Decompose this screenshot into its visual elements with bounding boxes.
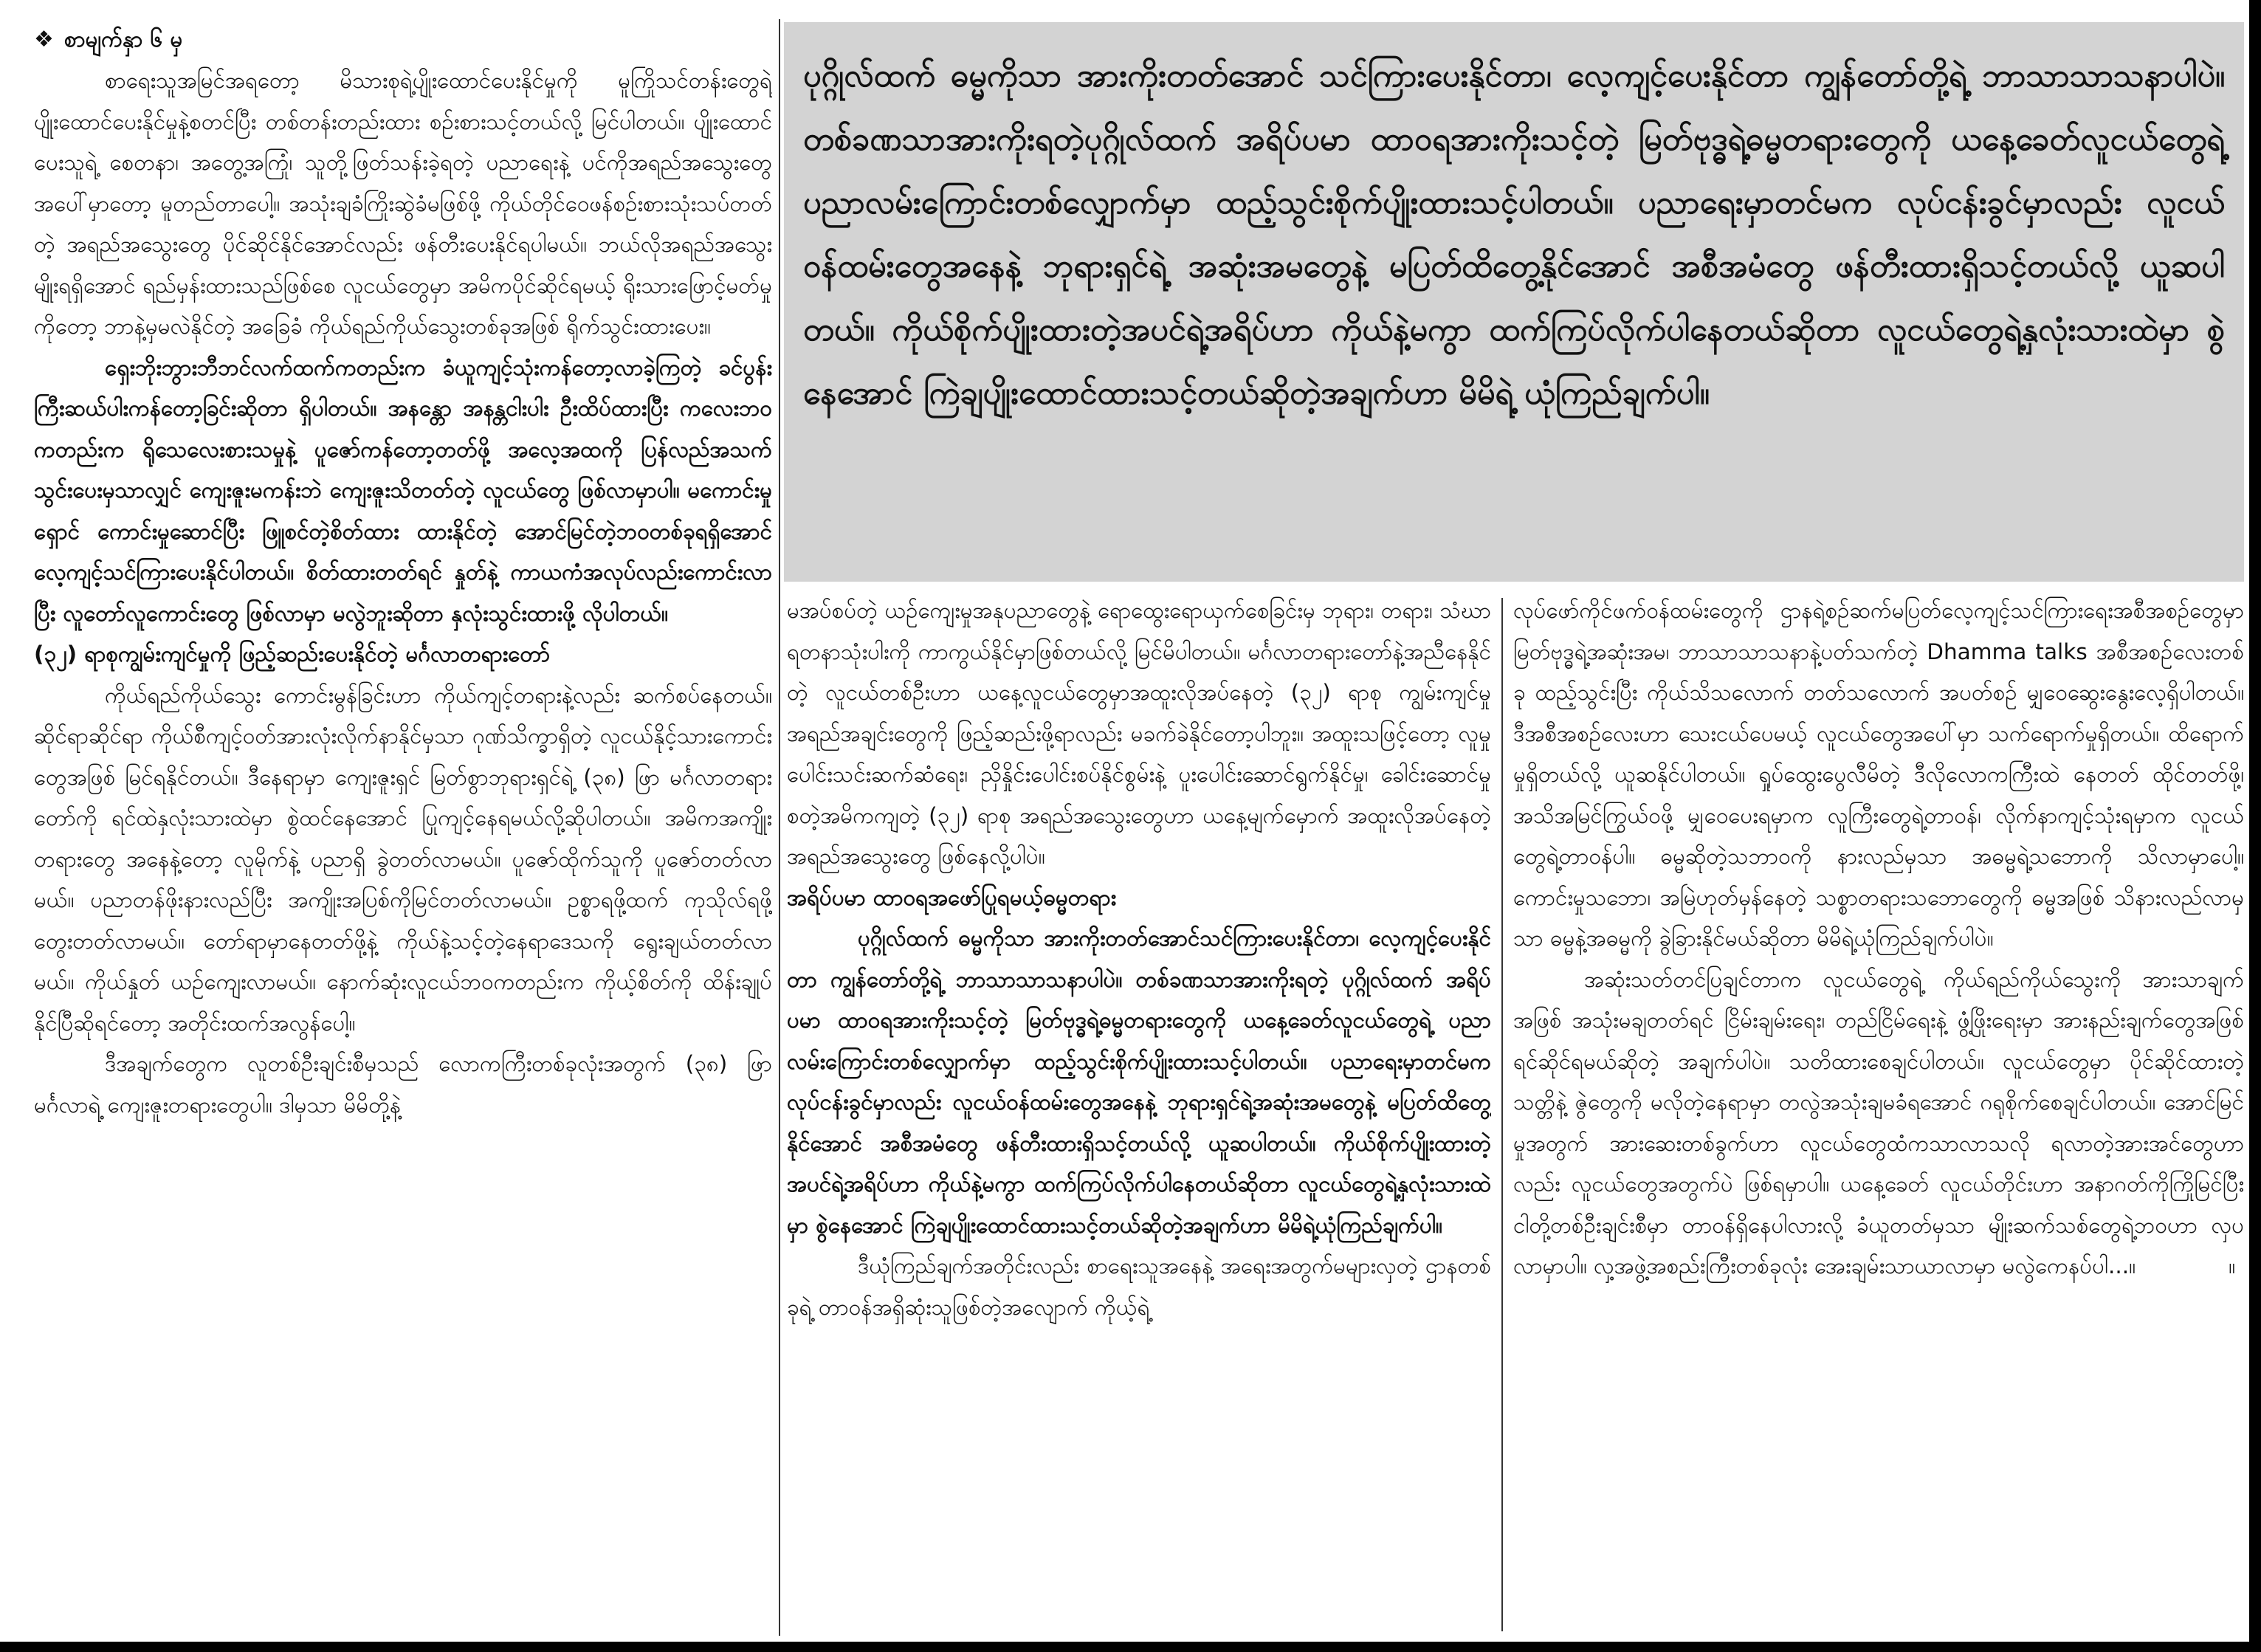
paragraph-ten-benefactors: ရှေးဘိုးဘွားဘီဘင်လက်ထက်ကတည်းက ခံယူကျင့်သုံးကန်တော့လာခဲ့ကြတဲ့ ခင်ပွန်းကြီးဆယ်ပါးကန်တော့ခြင်းဆိုတာ ရှိပါတယ်။ အနန္တော အနန္တငါးပါး ဦးထိပ်ထားပြီး ကလေးဘဝကတည်းက ရိုသေလေးစားသမှုနဲ့ ပူဇော်ကန်တော့တတ်ဖို့ အလေ့အထကို ပြန်လည်အသက်သွင်းပေးမှသာလျှင် ကျေးဇူးမကန်းဘဲ ကျေးဇူးသိတတ်တဲ့ လူငယ်တွေ ဖြစ်လာမှာပါ။ မကောင်းမှုရှောင် ကောင်းမှုဆောင်ပြီး ဖြူစင်တဲ့စိတ်ထား ထားနိုင်တဲ့ အောင်မြင်တဲ့ဘဝတစ်ခုရရှိအောင် လေ့ကျင့်သင်ကြားပေးနိုင်ပါတယ်။ စိတ်ထားတတ်ရင် နှုတ်နဲ့ ကာယကံအလုပ်လည်းကောင်းလာပြီး လူတော်လူကောင်းတွေ ဖြစ်လာမှာ မလွဲဘူးဆိုတာ နှလုံးသွင်းထားဖို့ လိုပါတယ်။ — [34, 354, 772, 626]
paragraph-upbringing: စာရေးသူအမြင်အရတော့ မိသားစုရဲ့ပျိုးထောင်ပေးနိုင်မှုကို မူကြိုသင်တန်းတွေရဲ့ ပျိုးထောင်ပေးနိုင်မှုနဲ့စတင်ပြီး တစ်တန်းတည်းထား စဉ်းစားသင့်တယ်လို့ မြင်ပါတယ်။ ပျိုးထောင်ပေးသူရဲ့ စေတနာ၊ အတွေ့အကြုံ၊ သူတို့ဖြတ်သန်းခဲ့ရတဲ့ ပညာရေးနဲ့ ပင်ကိုအရည်အသွေးတွေအပေါ်မှာတော့ မူတည်တာပေါ့။ အသုံးချခံကြိုးဆွဲခံမဖြစ်ဖို့ ကိုယ်တိုင်ဝေဖန်စဉ်းစားသုံးသပ်တတ်တဲ့ အရည်အသွေးတွေ ပိုင်ဆိုင်နိုင်အောင်လည်း ဖန်တီးပေးနိုင်ရပါမယ်။ ဘယ်လိုအရည်အသွေးမျိုးရရှိအောင် ရည်မှန်းထားသည်ဖြစ်စေ လူငယ်တွေမှာ အမိကပိုင်ဆိုင်ရမယ့် ရိုးသားဖြောင့်မတ်မှုကိုတော့ ဘာနဲ့မှမလဲနိုင်တဲ့ အခြေခံ ကိုယ်ရည်ကိုယ်သွေးတစ်ခုအဖြစ် ရိုက်သွင်းထားပေး။ — [34, 68, 772, 339]
diamond-bullet-icon: ❖ — [34, 27, 54, 53]
paragraph-character: ကိုယ်ရည်ကိုယ်သွေး ကောင်းမွန်ခြင်းဟာ ကိုယ်ကျင့်တရားနဲ့လည်း ဆက်စပ်နေတယ်။ ဆိုင်ရာဆိုင်ရာ ကိုယ်စီကျင့်ဝတ်အားလုံးလိုက်နာနိုင်မှသာ ဂုဏ်သိက္ခာရှိတဲ့ လူငယ်နိုင့်သားကောင်းတွေအဖြစ် မြင်ရနိုင်တယ်။ ဒီနေရာမှာ ကျေးဇူးရှင် မြတ်စွာဘုရားရှင်ရဲ့ (၃၈) ဖြာ မင်္ဂလာတရားတော်ကို ရင်ထဲနှလုံးသားထဲမှာ စွဲထင်နေအောင် ပြုကျင့်နေရမယ်လို့ဆိုပါတယ်။ အမိကအကျိုးတရားတွေ အနေနဲ့တော့ လူမိုက်နဲ့ ပညာရှိ ခွဲတတ်လာမယ်။ ပူဇော်ထိုက်သူကို ပူဇော်တတ်လာမယ်။ ပညာတန်ဖိုးနားလည်ပြီး အကျိုးအပြစ်ကိုမြင်တတ်လာမယ်။ ဥစ္စာရဖို့ထက် ကုသိုလ်ရဖို့ တွေးတတ်လာမယ်။ တော်ရာမှာနေတတ်ဖို့နဲ့ ကိုယ်နဲ့သင့်တဲ့နေရာဒေသကို ရွေးချယ်တတ်လာမယ်။ ကိုယ်နှုတ် ယဉ်ကျေးလာမယ်။ နောက်ဆုံးလူငယ်ဘဝကတည်းက ကိုယ့်စိတ်ကို ထိန်းချုပ်နိုင်ပြီဆိုရင်တော့ အတိုင်းထက်အလွန်ပေါ့။ — [34, 682, 772, 1036]
article-column-2 — [787, 591, 1491, 1639]
paragraph-culture: မအပ်စပ်တဲ့ ယဉ်ကျေးမှုအနုပညာတွေနဲ့ ရောထွေးရောယှက်စေခြင်းမှ ဘုရား၊ တရား၊ သံဃာ ရတနာသုံးပါးကို ကာကွယ်နိုင်မှာဖြစ်တယ်လို့ မြင်မိပါတယ်။ မင်္ဂလာတရားတော်နဲ့အညီနေနိုင်တဲ့ လူငယ်တစ်ဦးဟာ ယနေ့လူငယ်တွေမှာအထူးလိုအပ်နေတဲ့ (၃၂) ရာစု ကျွမ်းကျင်မှုအရည်အချင်းတွေကို ဖြည့်ဆည်းဖို့ရာလည်း မခက်ခဲနိုင်တော့ပါဘူး။ အထူးသဖြင့်တော့ လူမှုပေါင်းသင်းဆက်ဆံရေး၊ ညှိနှိုင်းပေါင်းစပ်နိုင်စွမ်းနဲ့ ပူးပေါင်းဆောင်ရွက်နိုင်မှု၊ ခေါင်းဆောင်မှု စတဲ့အမိကကျတဲ့ (၃၂) ရာစု အရည်အသွေးတွေဟာ ယနေ့မျက်မှောက် အထူးလိုအပ်နေတဲ့ အရည်အသွေးတွေ ဖြစ်နေလို့ပါပဲ။ — [787, 598, 1491, 869]
page-border-bottom — [0, 1642, 2261, 1652]
column-divider — [779, 19, 780, 1636]
paragraph-dhamma-reliance: ပုဂ္ဂိုလ်ထက် ဓမ္မကိုသာ အားကိုးတတ်အောင်သင်ကြားပေးနိုင်တာ၊ လေ့ကျင့်ပေးနိုင်တာ ကျွန်တော်တို့ရဲ့ ဘာသာသာသနာပါပဲ။ တစ်ခဏသာအားကိုးရတဲ့ ပုဂ္ဂိုလ်ထက် အရိပ်ပမာ ထာဝရအားကိုးသင့်တဲ့ မြတ်ဗုဒ္ဓရဲ့ဓမ္မတရားတွေကို ယနေ့ခေတ်လူငယ်တွေရဲ့ ပညာလမ်းကြောင်းတစ်လျှောက်မှာ ထည့်သွင်းစိုက်ပျိုးထားသင့်ပါတယ်။ ပညာရေးမှာတင်မက လုပ်ငန်းခွင်မှာလည်း လူငယ်ဝန်ထမ်းတွေအနေနဲ့ ဘုရားရှင်ရဲ့အဆုံးအမတွေနဲ့ မပြတ်ထိတွေ့နိုင်အောင် အစီအမံတွေ ဖန်တီးထားရှိသင့်တယ်လို့ ယူဆပါတယ်။ ကိုယ်စိုက်ပျိုးထားတဲ့အပင်ရဲ့အရိပ်ဟာ ကိုယ်နဲ့မကွာ ထက်ကြပ်လိုက်ပါနေတယ်ဆိုတာ လူငယ်တွေရဲ့နှလုံးသားထဲမှာ စွဲနေအောင် ကြဲချပျိုးထောင်ထားသင့်တယ်ဆိုတဲ့အချက်ဟာ မိမိရဲ့ယုံကြည်ချက်ပါ။ — [787, 926, 1491, 1238]
paragraph-author-belief: ဒီယုံကြည်ချက်အတိုင်းလည်း စာရေးသူအနေနဲ့ အရေးအတွက်မများလှတဲ့ ဌာနတစ်ခုရဲ့ တာဝန်အရှိဆုံးသူဖြစ်တဲ့အလျောက် ကိုယ့်ရဲ့ — [787, 1253, 1491, 1320]
pull-quote-box: ပုဂ္ဂိုလ်ထက် ဓမ္မကိုသာ အားကိုးတတ်အောင် သင်ကြားပေးနိုင်တာ၊ လေ့ကျင့်ပေးနိုင်တာ ကျွန်တော်တို့ရဲ့ ဘာသာသာသနာပါပဲ။ တစ်ခဏသာအားကိုးရတဲ့ပုဂ္ဂိုလ်ထက် အရိပ်ပမာ ထာဝရအားကိုးသင့်တဲ့ မြတ်ဗုဒ္ဓရဲ့ဓမ္မတရားတွေကို ယနေ့ခေတ်လူငယ်တွေရဲ့ ပညာလမ်းကြောင်းတစ်လျှောက်မှာ ထည့်သွင်းစိုက်ပျိုးထားသင့်ပါတယ်။ ပညာရေးမှာတင်မက လုပ်ငန်းခွင်မှာလည်း လူငယ်ဝန်ထမ်းတွေအနေနဲ့ ဘုရားရှင်ရဲ့ အဆုံးအမတွေနဲ့ မပြတ်ထိတွေ့နိုင်အောင် အစီအမံတွေ ဖန်တီးထားရှိသင့်တယ်လို့ ယူဆပါတယ်။ ကိုယ်စိုက်ပျိုးထားတဲ့အပင်ရဲ့အရိပ်ဟာ ကိုယ်နဲ့မကွာ ထက်ကြပ်လိုက်ပါနေတယ်ဆိုတာ လူငယ်တွေရဲ့နှလုံးသားထဲမှာ စွဲနေအောင် ကြဲချပျိုးထောင်ထားသင့်တယ်ဆိုတဲ့အချက်ဟာ မိမိရဲ့ ယုံကြည်ချက်ပါ။ — [784, 22, 2244, 582]
subheading-dhamma-companion: အရိပ်ပမာ ထာဝရအဖော်ပြုရမယ့်ဓမ္မတရား — [787, 884, 1117, 910]
article-column-1 — [34, 19, 772, 1639]
continued-from-label — [34, 19, 772, 61]
end-mark: ။ — [2229, 1253, 2236, 1278]
paragraph-dhamma-talks: လုပ်ဖော်ကိုင်ဖက်ဝန်ထမ်းတွေကို ဌာနရဲ့စဉ်ဆက်မပြတ်လေ့ကျင့်သင်ကြားရေးအစီအစဉ်တွေမှာ မြတ်ဗုဒ္ဓရဲ့အဆုံးအမ၊ ဘာသာသာသနာနဲ့ပတ်သက်တဲ့ Dhamma talks အစီအစဉ်လေးတစ်ခု ထည့်သွင်းပြီး ကိုယ်သိသလောက် တတ်သလောက် အပတ်စဉ် မျှဝေဆွေးနွေးလေ့ရှိပါတယ်။ ဒီအစီအစဉ်လေးဟာ သေးငယ်ပေမယ့် လူငယ်တွေအပေါ်မှာ သက်ရောက်မှုရှိတယ်။ ထိရောက်မှုရှိတယ်လို့ ယူဆနိုင်ပါတယ်။ ရှုပ်ထွေးပွေလီမိတဲ့ ဒီလိုလောကကြီးထဲ နေတတ် ထိုင်တတ်ဖို့၊ အသိအမြင်ကြွယ်ဝဖို့ မျှဝေပေးရမှာက လူကြီးတွေရဲ့တာဝန်၊ လိုက်နာကျင့်သုံးရမှာက လူငယ်တွေရဲ့တာဝန်ပါ။ ဓမ္မဆိုတဲ့သဘာဝကို နားလည်မှသာ အဓမ္မရဲ့သဘောကို သိလာမှာပေါ့။ ကောင်းမှုသဘော၊ အမြဲဟုတ်မှန်နေတဲ့ သစ္စာတရားသဘောတွေကို ဓမ္မအဖြစ် သိနားလည်လာမှသာ ဓမ္မနဲ့အဓမ္မကို ခွဲခြားနိုင်မယ်ဆိုတာ မိမိရဲ့ယုံကြည်ချက်ပါပဲ။ — [1513, 598, 2244, 951]
continued-text: စာမျက်နှာ ၆ မှ — [63, 27, 183, 52]
conclusion-text: အဆုံးသတ်တင်ပြချင်တာက လူငယ်တွေရဲ့ ကိုယ်ရည်ကိုယ်သွေးကို အားသာချက်အဖြစ် အသုံးမချတတ်ရင် ငြိမ်းချမ်းရေး၊ တည်ငြိမ်ရေးနဲ့ ဖွံ့ဖြိုးရေးမှာ အားနည်းချက်တွေအဖြစ် ရင်ဆိုင်ရမယ်ဆိုတဲ့ အချက်ပါပဲ။ သတိထားစေချင်ပါတယ်။ လူငယ်တွေမှာ ပိုင်ဆိုင်ထားတဲ့ သတ္တိနဲ့ ဇွဲတွေကို မလိုတဲ့နေရာမှာ တလွဲအသုံးချမခံရအောင် ဂရုစိုက်စေချင်ပါတယ်။ အောင်မြင်မှုအတွက် အားဆေးတစ်ခွက်ဟာ လူငယ်တွေထံကသာလာသလို ရလာတဲ့အားအင်တွေဟာလည်း လူငယ်တွေအတွက်ပဲ ဖြစ်ရမှာပါ။ ယနေ့ခေတ် လူငယ်တိုင်းဟာ အနာဂတ်ကိုကြိုမြင်ပြီး ငါတို့တစ်ဦးချင်းစီမှာ တာဝန်ရှိနေပါလားလို့ ခံယူတတ်မှသာ မျိုးဆက်သစ်တွေရဲ့ဘဝဟာ လှပလာမှာပါ။ လှ့အဖွဲ့အစည်းကြီးတစ်ခုလုံး အေးချမ်းသာယာလာမှာ မလွဲကေနပ်ပါ...။ — [1513, 966, 2244, 1278]
column-divider — [1501, 598, 1503, 1631]
paragraph-conclusion — [1513, 960, 2244, 1287]
subheading-21st-century-skills: (၃၂) ရာစုကျွမ်းကျင်မှုကို ဖြည့်ဆည်းပေးနိုင်တဲ့ မင်္ဂလာတရားတော် — [34, 641, 551, 667]
article-column-3 — [1513, 591, 2244, 1639]
paragraph-benefits: ဒီအချက်တွေက လူတစ်ဦးချင်းစီမှသည် လောကကြီးတစ်ခုလုံးအတွက် (၃၈) ဖြာ မင်္ဂလာရဲ့ ကျေးဇူးတရားတွေပါ။ ဒါမှသာ မိမိတို့နဲ့ — [34, 1051, 772, 1118]
page-border-right — [2249, 0, 2261, 1652]
